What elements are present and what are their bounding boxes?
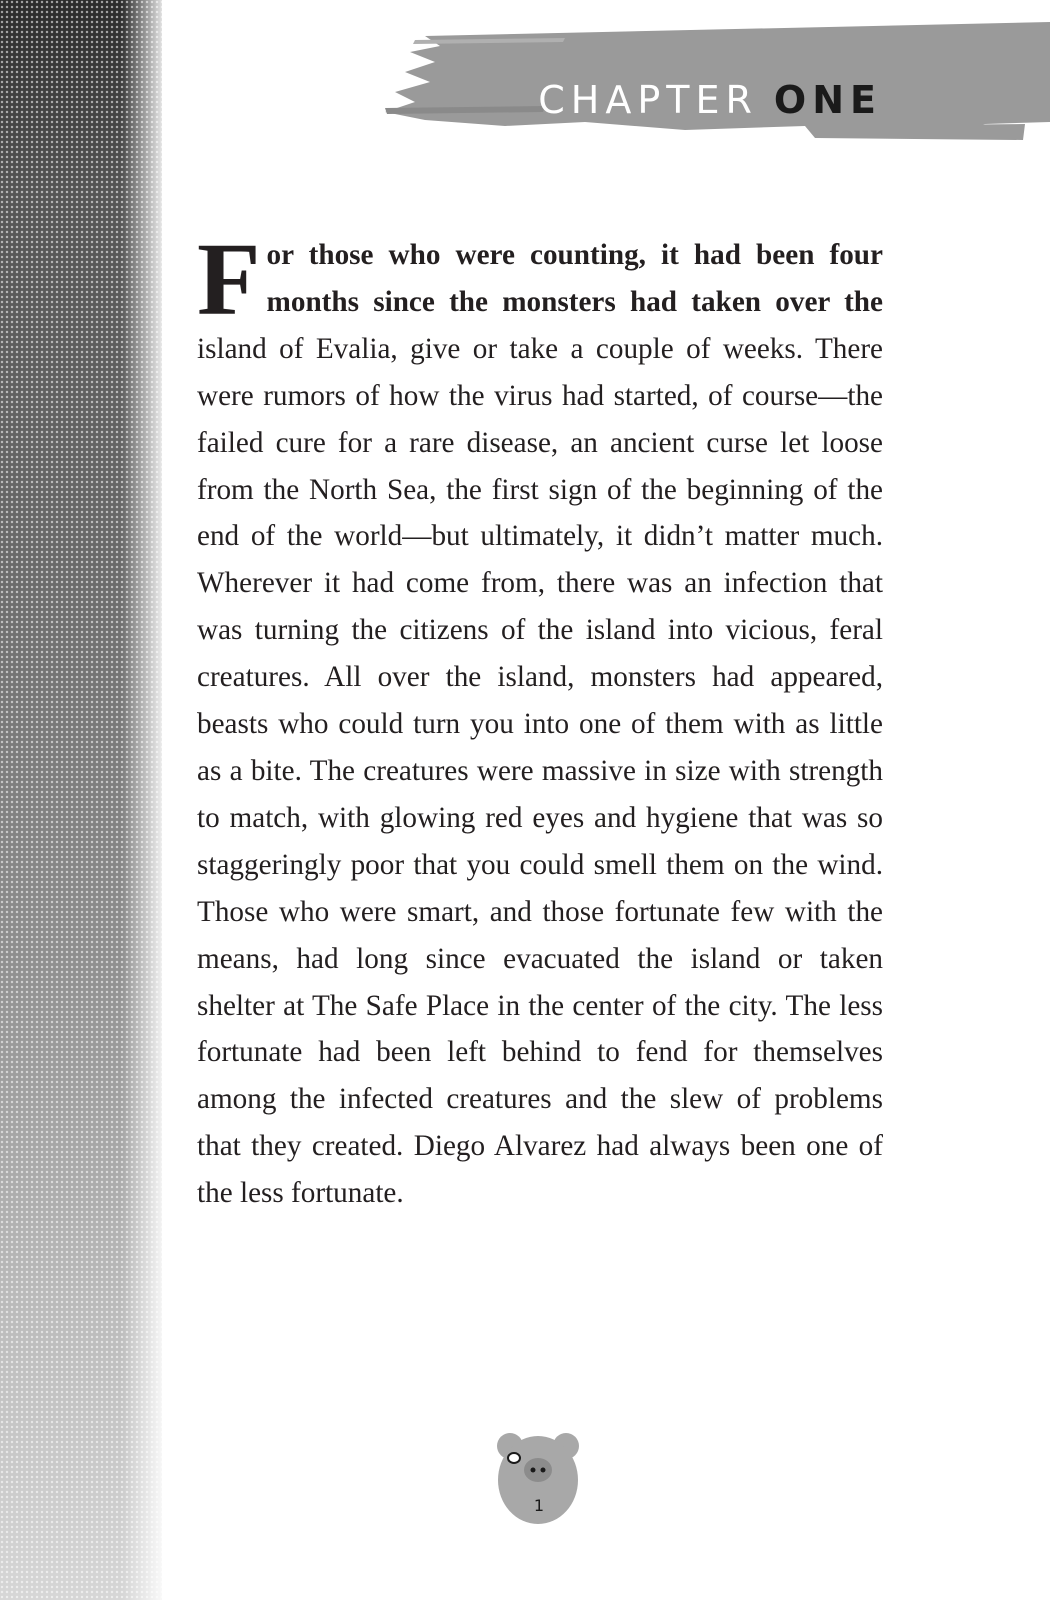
halftone-side-band <box>0 0 162 1600</box>
chapter-banner <box>385 22 1050 144</box>
page-number: 1 <box>533 1496 545 1515</box>
chapter-title <box>538 78 882 122</box>
chapter-body-text <box>197 222 883 1217</box>
drop-cap: F <box>197 222 261 337</box>
pig-face-icon <box>494 1430 584 1530</box>
chapter-title-word: CHAPTER <box>538 78 758 122</box>
chapter-number-word: ONE <box>773 78 882 122</box>
paragraph-text: island of Evalia, give or take a couple of weeks. There were rumors of how the virus had started, of course—the failed cure for a rare disease, an ancient curse let loose from the North Sea, the first sign of the beginning of the end of the world—but ultimately, it didn’t matter much. Wherever it had come from, there was an infection that was turning the citizens of the island into vicious, feral creatures. All over the island, monsters had appeared, beasts who could turn you into one of them with as little as a bite. The creatures were massive in size with strength to match, with glowing red eyes and hygiene that was so staggeringly poor that you could smell them on the wind. Those who were smart, and those fortunate few with the means, had long since evacuated the island or taken shelter at The Safe Place in the center of the city. The less fortunate had been left behind to fend for themselves among the infected creatures and the slew of problems that they created. Diego Alvarez had always been one of the less fortunate. <box>197 332 883 1210</box>
lead-in-text: or those who were counting, it had been four months since the monsters had taken over the <box>266 239 883 318</box>
page-folio <box>494 1430 584 1530</box>
